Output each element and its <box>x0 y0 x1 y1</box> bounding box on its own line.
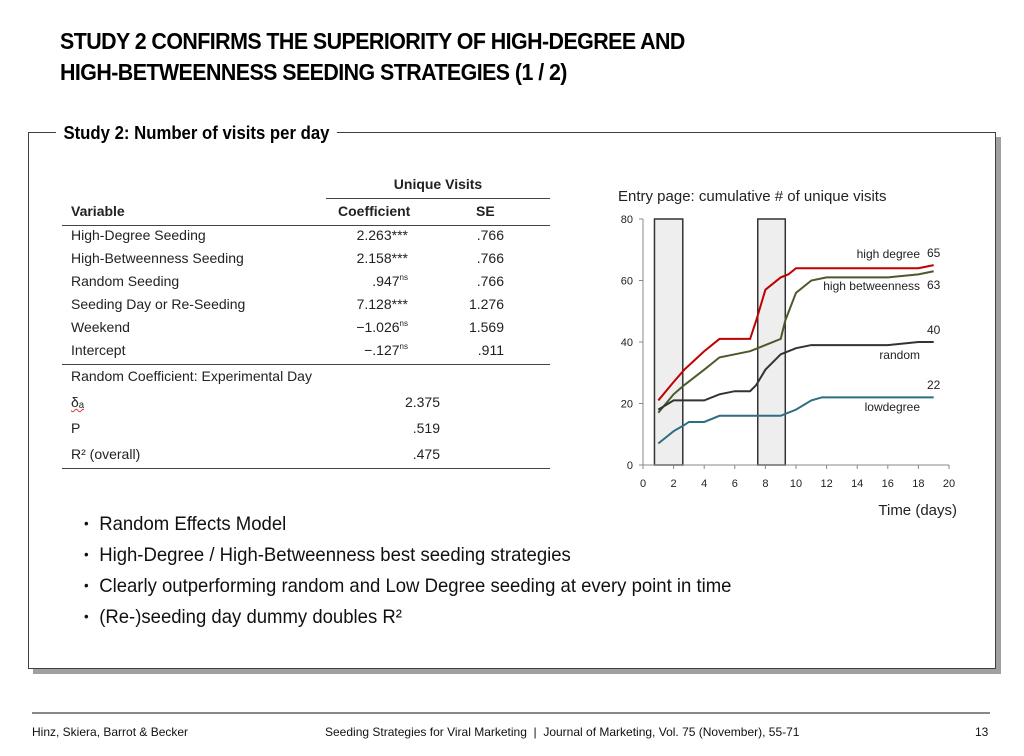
row-label: P <box>71 420 81 436</box>
x-tick-label: 6 <box>731 478 738 490</box>
header-rule <box>62 225 550 226</box>
table-row <box>62 273 550 295</box>
footer-citation: Seeding Strategies for Viral Marketing | Journal of Marketing, Vol. 75 (November), 55-71 <box>325 725 800 739</box>
row-coef: 2.263*** <box>356 227 408 243</box>
box-caption: Study 2: Number of visits per day <box>56 123 337 144</box>
x-axis-label: Time (days) <box>878 502 957 519</box>
row-variable: Random Seeding <box>71 273 180 289</box>
x-tick-label: 14 <box>851 478 864 490</box>
row-se: .766 <box>476 273 504 289</box>
chart-svg <box>600 180 970 520</box>
row-label: δₐ <box>71 394 85 410</box>
series-label: lowdegree <box>864 400 920 414</box>
row-se: .911 <box>477 342 504 358</box>
y-tick-label: 20 <box>620 398 633 411</box>
bottom-rule <box>62 468 550 469</box>
bullet-item: • High-Degree / High-Betweenness best seeding strategies <box>84 541 731 572</box>
row-value: .475 <box>412 446 440 462</box>
page-number: 13 <box>975 725 989 739</box>
x-tick-label: 0 <box>639 478 647 490</box>
table-row <box>62 342 550 364</box>
section-rule <box>62 364 550 365</box>
row-se: .766 <box>476 227 504 243</box>
x-tick-label: 10 <box>789 478 803 490</box>
row-se: 1.569 <box>468 319 504 335</box>
row-variable: High-Betweenness Seeding <box>71 250 244 266</box>
table-row <box>62 227 550 249</box>
y-tick-label: 80 <box>620 214 633 226</box>
bullet-dot-icon: • <box>84 577 89 593</box>
series-end-value: 40 <box>927 323 941 337</box>
bullet-list <box>84 510 766 634</box>
x-tick-label: 16 <box>881 478 894 490</box>
bullet-item: • Random Effects Model <box>84 510 731 541</box>
group-header: Unique Visits <box>393 176 483 192</box>
row-variable: High-Degree Seeding <box>71 227 206 243</box>
series-end-value: 65 <box>927 246 941 260</box>
x-tick-label: 20 <box>942 478 956 490</box>
row-variable: Seeding Day or Re-Seeding <box>71 296 246 312</box>
series-end-value: 22 <box>927 378 941 392</box>
table-row <box>62 250 550 272</box>
group-rule <box>326 198 550 199</box>
bullet-item: • Clearly outperforming random and Low Degree seeding at every point in time <box>84 572 731 603</box>
bullet-dot-icon: • <box>84 608 89 624</box>
row-se: .766 <box>476 250 504 266</box>
series-end-value: 63 <box>927 278 941 292</box>
footer-rule <box>32 712 990 714</box>
row-value: .519 <box>412 420 440 436</box>
x-tick-label: 8 <box>762 478 769 490</box>
line-chart <box>600 180 970 520</box>
row-variable: Intercept <box>71 342 126 358</box>
row-coef: $.947^{ns}$ <box>372 273 408 289</box>
bullet-dot-icon: • <box>84 515 89 531</box>
row-se: 1.276 <box>468 296 504 312</box>
series-label: high degree <box>856 247 920 261</box>
header-coefficient: Coefficient <box>338 203 411 219</box>
random-section-title: Random Coefficient: Experimental Day <box>71 368 312 384</box>
row-coef: $-1.026^{ns}$ <box>356 319 408 335</box>
title-line-1: STUDY 2 CONFIRMS THE SUPERIORITY OF HIGH-DEGREE AND <box>60 28 685 54</box>
table-row <box>62 394 550 416</box>
row-coef: 7.128*** <box>356 296 408 312</box>
header-variable: Variable <box>71 203 125 219</box>
row-label: R² (overall) <box>71 446 141 462</box>
y-tick-label: 60 <box>620 275 633 288</box>
x-tick-label: 18 <box>912 478 925 490</box>
slide-title <box>60 26 897 88</box>
y-tick-label: 0 <box>626 460 633 472</box>
header-se: SE <box>476 203 495 219</box>
footer-authors: Hinz, Skiera, Barrot & Becker <box>32 725 189 739</box>
x-tick-label: 4 <box>701 478 708 490</box>
table-row <box>62 446 550 468</box>
row-value: 2.375 <box>404 394 440 410</box>
bullet-dot-icon: • <box>84 546 89 562</box>
bullet-item: • (Re-)seeding day dummy doubles R² <box>84 603 731 634</box>
row-variable: Weekend <box>71 319 130 335</box>
title-line-2: HIGH-BETWEENNESS SEEDING STRATEGIES (1 / 2) <box>60 59 567 85</box>
series-label: random <box>879 348 920 362</box>
table-row <box>62 319 550 341</box>
y-tick-label: 40 <box>620 337 633 349</box>
table-row <box>62 296 550 318</box>
chart-title: Entry page: cumulative # of unique visits <box>618 188 887 205</box>
table-row <box>62 420 550 442</box>
x-tick-label: 2 <box>670 478 677 490</box>
x-tick-label: 12 <box>820 478 833 490</box>
row-coef: $-.127^{ns}$ <box>364 342 408 358</box>
series-label: high betweenness <box>823 279 920 293</box>
row-coef: 2.158*** <box>356 250 408 266</box>
